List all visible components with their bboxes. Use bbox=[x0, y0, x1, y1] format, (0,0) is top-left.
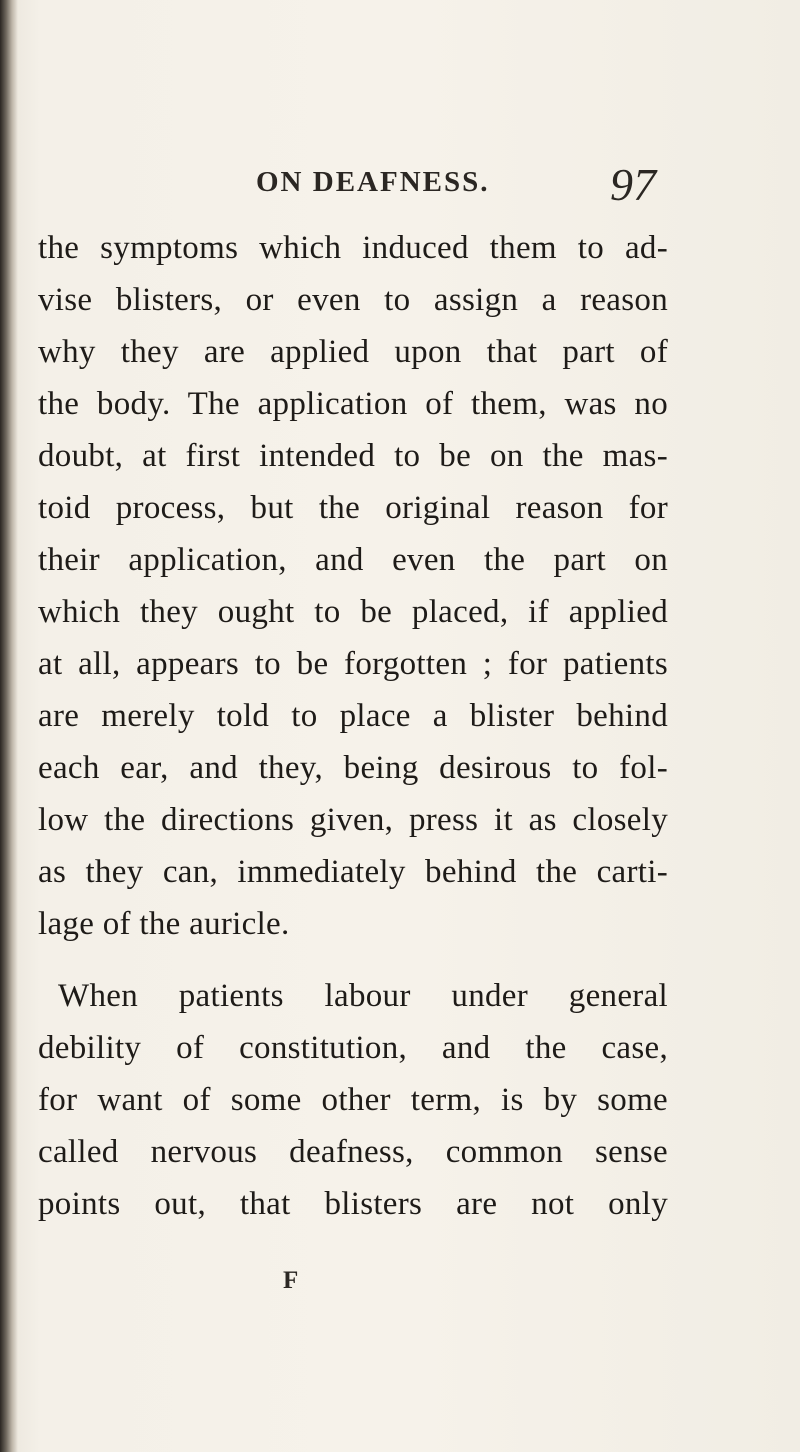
page-number: 97 bbox=[610, 159, 656, 210]
text-line: the symptoms which induced them to ad- bbox=[38, 230, 668, 266]
text-line: lage of the auricle. bbox=[38, 906, 290, 942]
text-line: When patients labour under general bbox=[58, 978, 668, 1014]
paragraph-1 bbox=[38, 222, 668, 950]
text-line: for want of some other term, is by some bbox=[38, 1082, 668, 1118]
text-line: their application, and even the part on bbox=[38, 542, 668, 578]
paragraph-gap bbox=[38, 950, 668, 970]
text-line: toid process, but the original reason for bbox=[38, 490, 668, 526]
running-title: ON DEAFNESS. bbox=[256, 166, 490, 198]
text-line: vise blisters, or even to assign a reason bbox=[38, 282, 668, 318]
running-head bbox=[256, 159, 676, 210]
signature-mark: F bbox=[283, 1267, 299, 1294]
text-line: low the directions given, press it as closely bbox=[38, 802, 668, 838]
text-line: at all, appears to be forgotten ; for patients bbox=[38, 646, 668, 682]
text-line: doubt, at first intended to be on the mas- bbox=[38, 438, 668, 474]
text-line: called nervous deafness, common sense bbox=[38, 1134, 668, 1170]
text-line: each ear, and they, being desirous to fol- bbox=[38, 750, 668, 786]
page-binding-edge bbox=[0, 0, 18, 1452]
paragraph-2 bbox=[38, 970, 668, 1230]
text-line: as they can, immediately behind the carti- bbox=[38, 854, 668, 890]
text-line: why they are applied upon that part of bbox=[38, 334, 668, 370]
text-line: points out, that blisters are not only bbox=[38, 1186, 668, 1222]
body-text bbox=[38, 222, 668, 1230]
text-line: are merely told to place a blister behind bbox=[38, 698, 668, 734]
text-line: which they ought to be placed, if applied bbox=[38, 594, 668, 630]
text-line: the body. The application of them, was no bbox=[38, 386, 668, 422]
text-line: debility of constitution, and the case, bbox=[38, 1030, 668, 1066]
